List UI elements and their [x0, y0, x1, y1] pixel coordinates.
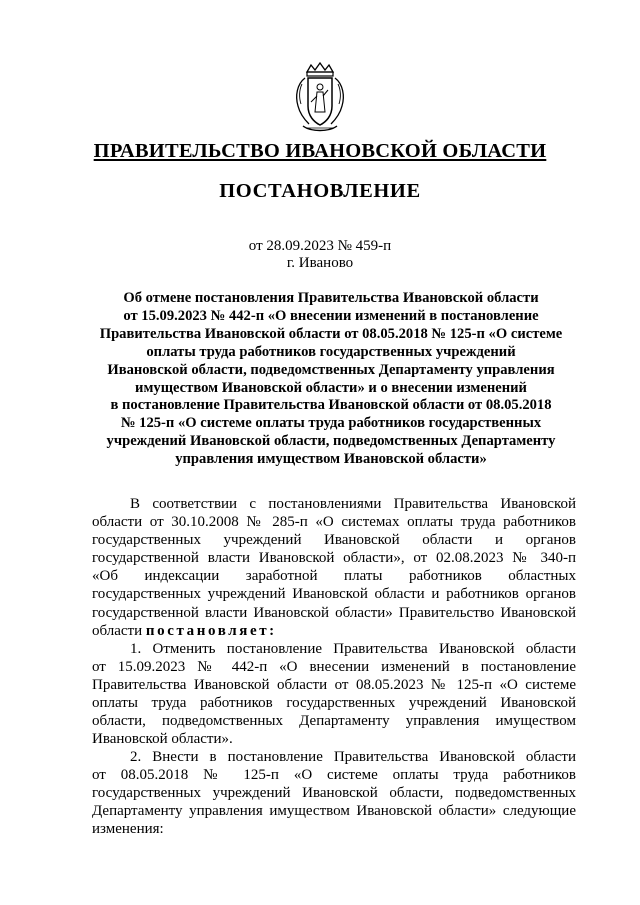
item-2-line: изменения: [92, 821, 164, 838]
preamble-line: государственных учреждений Ивановской области и работников органов [92, 586, 576, 603]
preamble-line: В соответствии с постановлениями Правительства Ивановской [130, 496, 576, 512]
item-2-line: Департаменту управления имуществом Ивановской области» следующие [92, 803, 576, 820]
item-1-line: Правительства Ивановской области от 08.05.2023 № 125-п «О системе [92, 677, 576, 694]
preamble-line: государственной власти Ивановской области» Правительство Ивановской [92, 604, 576, 621]
preamble-line: «Об индексации заработной платы работников областных [92, 568, 576, 585]
heading-line: в постановление Правительства Ивановской области от 08.05.2018 [110, 397, 552, 414]
item-1-line: Ивановской области». [92, 731, 233, 748]
item-2-line: государственных учреждений Ивановской области, подведомственных [92, 785, 576, 802]
item-2-paragraph [92, 748, 576, 838]
item-1-line: оплаты труда работников государственных учреждений Ивановской [92, 695, 576, 712]
document-date-number: от 28.09.2023 № 459-п [248, 238, 392, 254]
heading-line: Ивановской области, подведомственных Департаменту управления [107, 361, 555, 378]
document-city: г. Иваново [286, 255, 354, 271]
heading-line: оплаты труда работников государственных учреждений [146, 343, 516, 360]
document-heading [92, 290, 570, 469]
heading-line: управления имуществом Ивановской области» [175, 451, 487, 468]
preamble-paragraph [92, 495, 576, 640]
preamble-line: государственных учреждений Ивановской области и органов [92, 532, 576, 549]
item-1-line: 1. Отменить постановление Правительства Ивановской области [130, 641, 576, 657]
resolves-word: постановляет: [145, 622, 277, 639]
government-title: ПРАВИТЕЛЬСТВО ИВАНОВСКОЙ ОБЛАСТИ [93, 140, 547, 162]
heading-line: учреждений Ивановской области, подведомственных Департаменту [106, 433, 556, 450]
coat-of-arms-icon [293, 62, 347, 134]
item-1-line: от 15.09.2023 № 442-п «О внесении изменений в постановление [92, 659, 576, 676]
item-1-line: области, подведомственных Департаменту управления имуществом [92, 713, 576, 730]
item-1-paragraph [92, 640, 576, 749]
preamble-line: государственной власти Ивановской области», от 02.08.2023 № 340-п [92, 550, 576, 567]
heading-line: имуществом Ивановской области» и о внесении изменений [135, 379, 527, 396]
heading-line: от 15.09.2023 № 442-п «О внесении изменений в постановление [123, 307, 539, 324]
preamble-last-prefix: области [92, 622, 146, 639]
item-2-line: от 08.05.2018 № 125-п «О системе оплаты труда работников [92, 767, 576, 784]
heading-line: № 125-п «О системе оплаты труда работников государственных [120, 415, 542, 432]
heading-line: Об отмене постановления Правительства Ивановской области [123, 290, 539, 306]
preamble-line [92, 622, 576, 640]
preamble-line: области от 30.10.2008 № 285-п «О системах оплаты труда работников [92, 514, 576, 531]
document-type: ПОСТАНОВЛЕНИЕ [219, 180, 421, 202]
item-2-line: 2. Внести в постановление Правительства Ивановской области [130, 749, 576, 765]
heading-line: Правительства Ивановской области от 08.05.2018 № 125-п «О системе [99, 325, 563, 342]
